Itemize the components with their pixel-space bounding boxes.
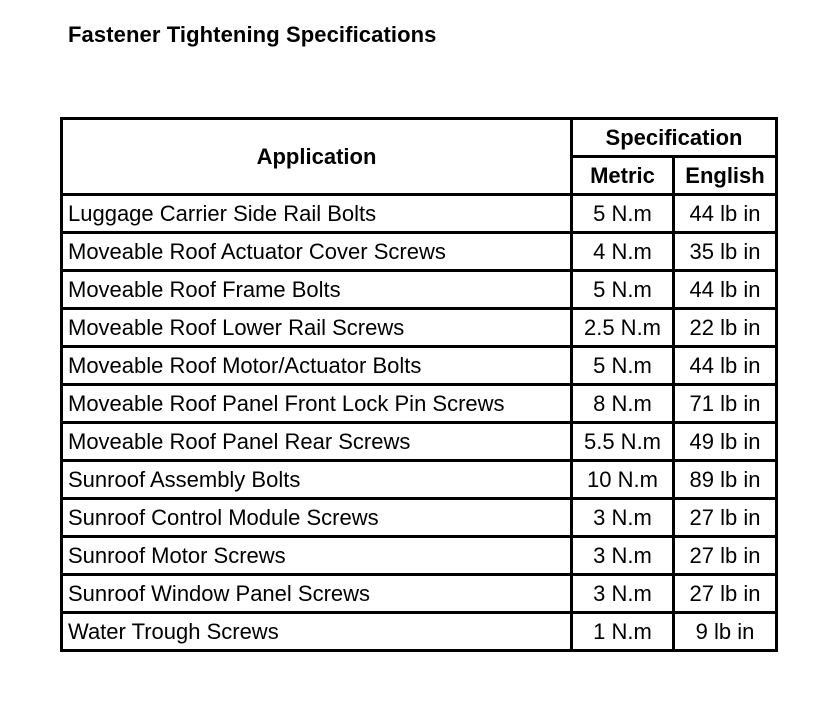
cell-application: Moveable Roof Panel Front Lock Pin Screws [62,385,572,423]
cell-english: 49 lb in [674,423,777,461]
cell-english: 35 lb in [674,233,777,271]
table-row [62,271,777,309]
cell-application: Moveable Roof Panel Rear Screws [62,423,572,461]
column-header-specification: Specification [572,119,777,157]
cell-metric: 8 N.m [572,385,674,423]
cell-english: 44 lb in [674,271,777,309]
cell-application: Moveable Roof Frame Bolts [62,271,572,309]
cell-english: 22 lb in [674,309,777,347]
cell-english: 9 lb in [674,613,777,651]
cell-metric: 3 N.m [572,575,674,613]
cell-application: Moveable Roof Lower Rail Screws [62,309,572,347]
cell-metric: 5 N.m [572,195,674,233]
cell-application: Sunroof Motor Screws [62,537,572,575]
cell-metric: 10 N.m [572,461,674,499]
cell-metric: 1 N.m [572,613,674,651]
cell-english: 44 lb in [674,195,777,233]
column-header-metric: Metric [572,157,674,195]
table-row [62,347,777,385]
cell-metric: 3 N.m [572,499,674,537]
column-header-english: English [674,157,777,195]
table-body [62,195,777,651]
cell-application: Sunroof Assembly Bolts [62,461,572,499]
cell-application: Sunroof Window Panel Screws [62,575,572,613]
table-row [62,613,777,651]
table-row [62,537,777,575]
table-row [62,499,777,537]
cell-english: 27 lb in [674,575,777,613]
cell-english: 89 lb in [674,461,777,499]
cell-application: Water Trough Screws [62,613,572,651]
table-row [62,423,777,461]
cell-metric: 5 N.m [572,271,674,309]
cell-metric: 5 N.m [572,347,674,385]
table-row [62,233,777,271]
cell-application: Luggage Carrier Side Rail Bolts [62,195,572,233]
cell-english: 44 lb in [674,347,777,385]
fastener-spec-table [60,117,778,652]
table-row [62,195,777,233]
cell-application: Moveable Roof Actuator Cover Screws [62,233,572,271]
table-row [62,575,777,613]
cell-metric: 4 N.m [572,233,674,271]
cell-metric: 5.5 N.m [572,423,674,461]
cell-english: 27 lb in [674,537,777,575]
cell-english: 27 lb in [674,499,777,537]
table-row [62,309,777,347]
table-row [62,385,777,423]
cell-metric: 3 N.m [572,537,674,575]
cell-english: 71 lb in [674,385,777,423]
cell-application: Moveable Roof Motor/Actuator Bolts [62,347,572,385]
column-header-application: Application [62,119,572,195]
cell-metric: 2.5 N.m [572,309,674,347]
page-title: Fastener Tightening Specifications [68,22,437,47]
table-row [62,461,777,499]
cell-application: Sunroof Control Module Screws [62,499,572,537]
table-header-row [62,119,777,157]
